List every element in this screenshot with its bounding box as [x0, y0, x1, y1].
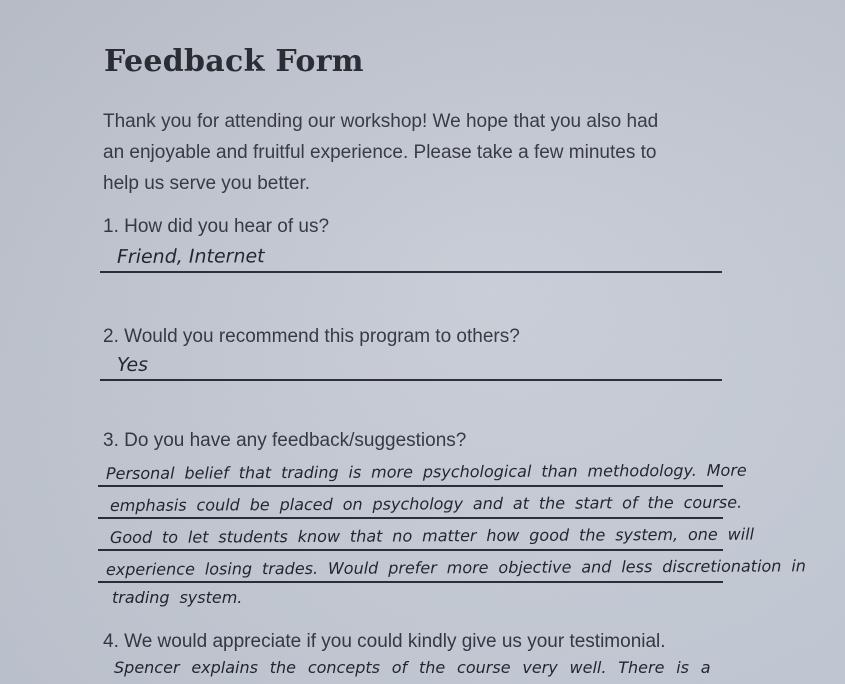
form-title: Feedback Form: [104, 44, 364, 79]
question-3-answer-line-2: [98, 487, 743, 519]
handwritten-text: trading system.: [112, 588, 243, 607]
question-1-answer-field: [100, 241, 722, 273]
handwritten-text: Personal belief that trading is more psychological than methodology. More: [105, 460, 747, 484]
handwritten-text: experience losing trades. Would prefer more objective and less discretionation in: [105, 556, 806, 579]
question-1-answer: Friend, Internet: [116, 245, 265, 269]
question-2-answer-field: [100, 349, 722, 381]
question-3-label: 3. Do you have any feedback/suggestions?: [103, 430, 467, 451]
handwritten-text: Spencer explains the concepts of the course very well. There is a: [114, 658, 711, 677]
intro-paragraph: [103, 106, 658, 199]
question-3-answer-line-1: [98, 455, 747, 487]
question-2-label: 2. Would you recommend this program to others?: [103, 326, 520, 347]
intro-line-1: Thank you for attending our workshop! We hope that you also had: [103, 111, 659, 132]
question-3-answer-line-3: [98, 519, 755, 551]
handwritten-text: Good to let students know that no matter how good the system, one will: [109, 524, 755, 547]
question-2-answer: Yes: [116, 353, 149, 377]
question-1-label: 1. How did you hear of us?: [103, 216, 330, 237]
handwritten-text: emphasis could be placed on psychology and at the start of the course.: [109, 492, 743, 515]
intro-line-2: an enjoyable and fruitful experience. Please take a few minutes to: [103, 142, 657, 163]
intro-line-3: help us serve you better.: [103, 173, 311, 194]
question-3-answer-line-4: [98, 551, 806, 583]
question-4-answer-line-1: [114, 658, 711, 678]
question-4-label: 4. We would appreciate if you could kindly give us your testimonial.: [103, 631, 666, 652]
question-3-answer-line-5: [112, 588, 242, 608]
